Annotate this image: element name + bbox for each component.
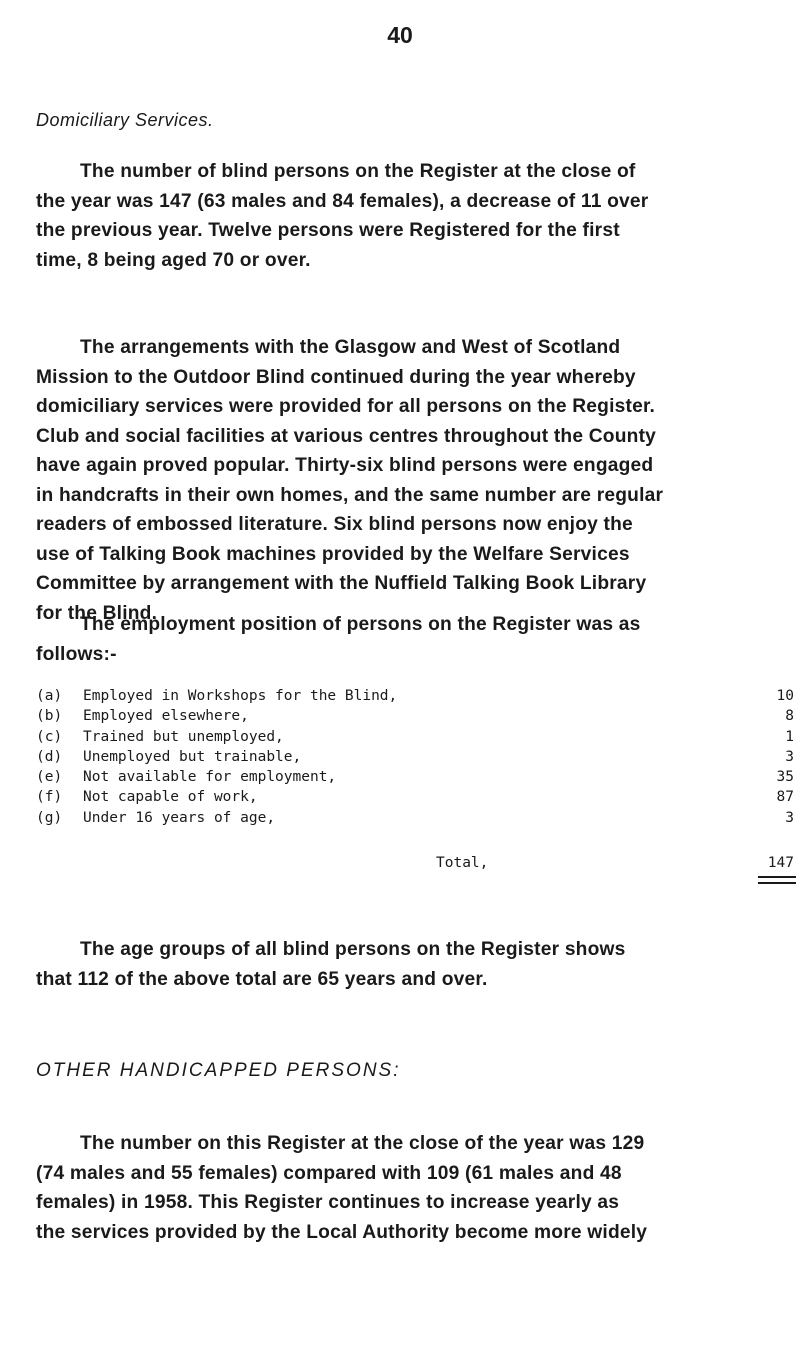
row-label: Under 16 years of age, [83, 809, 276, 826]
text-line: for the Blind. [36, 602, 158, 624]
total-rule-wrap [36, 873, 796, 881]
text-line: domiciliary services were provided for all persons on the Register. [36, 396, 656, 417]
row-label: Not capable of work, [83, 789, 258, 806]
text-line: The number on this Register at the close of the year was 129 [80, 1133, 645, 1154]
paragraph-arrangements [36, 333, 792, 628]
text-line: Committee by arrangement with the Nuffield Talking Book Library [36, 573, 647, 594]
row-label: Employed in Workshops for the Blind, [83, 688, 398, 704]
text-line: follows:- [36, 643, 117, 665]
row-value: 35 [776, 769, 794, 786]
text-line: (74 males and 55 females) compared with 109 (61 males and 48 [36, 1162, 622, 1184]
text-line: time, 8 being aged 70 or over. [36, 249, 311, 271]
paragraph-employment-intro [36, 610, 792, 669]
text-line: The number of blind persons on the Register at the close of [80, 161, 636, 182]
row-letter: (e) [36, 769, 63, 786]
text-line: The employment position of persons on the Register was as [80, 614, 641, 635]
row-value: 3 [785, 748, 794, 765]
row-letter: (d) [36, 748, 63, 765]
text-line: readers of embossed literature. Six blind persons now enjoy the [36, 514, 633, 535]
row-value: 87 [776, 789, 794, 806]
double-underline [758, 876, 796, 884]
table-row [36, 747, 796, 767]
row-value: 1 [785, 728, 794, 745]
total-value: 147 [767, 855, 794, 872]
text-line: Club and social facilities at various centres throughout the County [36, 425, 657, 447]
employment-table [36, 686, 796, 881]
table-row [36, 767, 796, 787]
total-row [36, 853, 796, 873]
text-line: the services provided by the Local Authority become more widely [36, 1221, 648, 1243]
row-value: 8 [785, 708, 794, 725]
paragraph-other-handicapped [36, 1129, 792, 1247]
section-heading-other-handicapped: OTHER HANDICAPPED PERSONS: [36, 1060, 401, 1081]
row-label: Not available for employment, [83, 769, 337, 786]
text-line: females) in 1958. This Register continues to increase yearly as [36, 1192, 620, 1213]
row-letter: (b) [36, 708, 63, 725]
text-line: in handcrafts in their own homes, and the same number are regular [36, 484, 664, 506]
table-row [36, 706, 796, 726]
row-letter: (c) [36, 728, 63, 745]
paragraph-register-count [36, 157, 792, 275]
row-label: Trained but unemployed, [83, 728, 284, 745]
total-label: Total, [436, 855, 489, 872]
text-line: Mission to the Outdoor Blind continued during the year whereby [36, 366, 636, 388]
text-line: have again proved popular. Thirty-six blind persons were engaged [36, 455, 654, 476]
text-line: The arrangements with the Glasgow and West of Scotland [80, 337, 621, 358]
paragraph-age-groups [36, 935, 792, 994]
table-row [36, 727, 796, 747]
page-number: 40 [387, 22, 413, 48]
row-value: 3 [785, 809, 794, 826]
table-row [36, 686, 796, 706]
section-heading-domiciliary: Domiciliary Services. [36, 110, 214, 130]
row-letter: (a) [36, 688, 63, 704]
text-line: the previous year. Twelve persons were Registered for the first [36, 220, 620, 241]
table-row [36, 787, 796, 807]
text-line: that 112 of the above total are 65 years and over. [36, 968, 488, 990]
text-line: the year was 147 (63 males and 84 females), a decrease of 11 over [36, 190, 649, 212]
row-letter: (f) [36, 789, 63, 806]
row-letter: (g) [36, 809, 63, 826]
text-line: use of Talking Book machines provided by the Welfare Services [36, 543, 630, 565]
row-label: Unemployed but trainable, [83, 748, 302, 765]
row-value: 10 [776, 688, 794, 704]
table-row [36, 808, 796, 828]
text-line: The age groups of all blind persons on the Register shows [80, 939, 626, 960]
row-label: Employed elsewhere, [83, 708, 249, 725]
